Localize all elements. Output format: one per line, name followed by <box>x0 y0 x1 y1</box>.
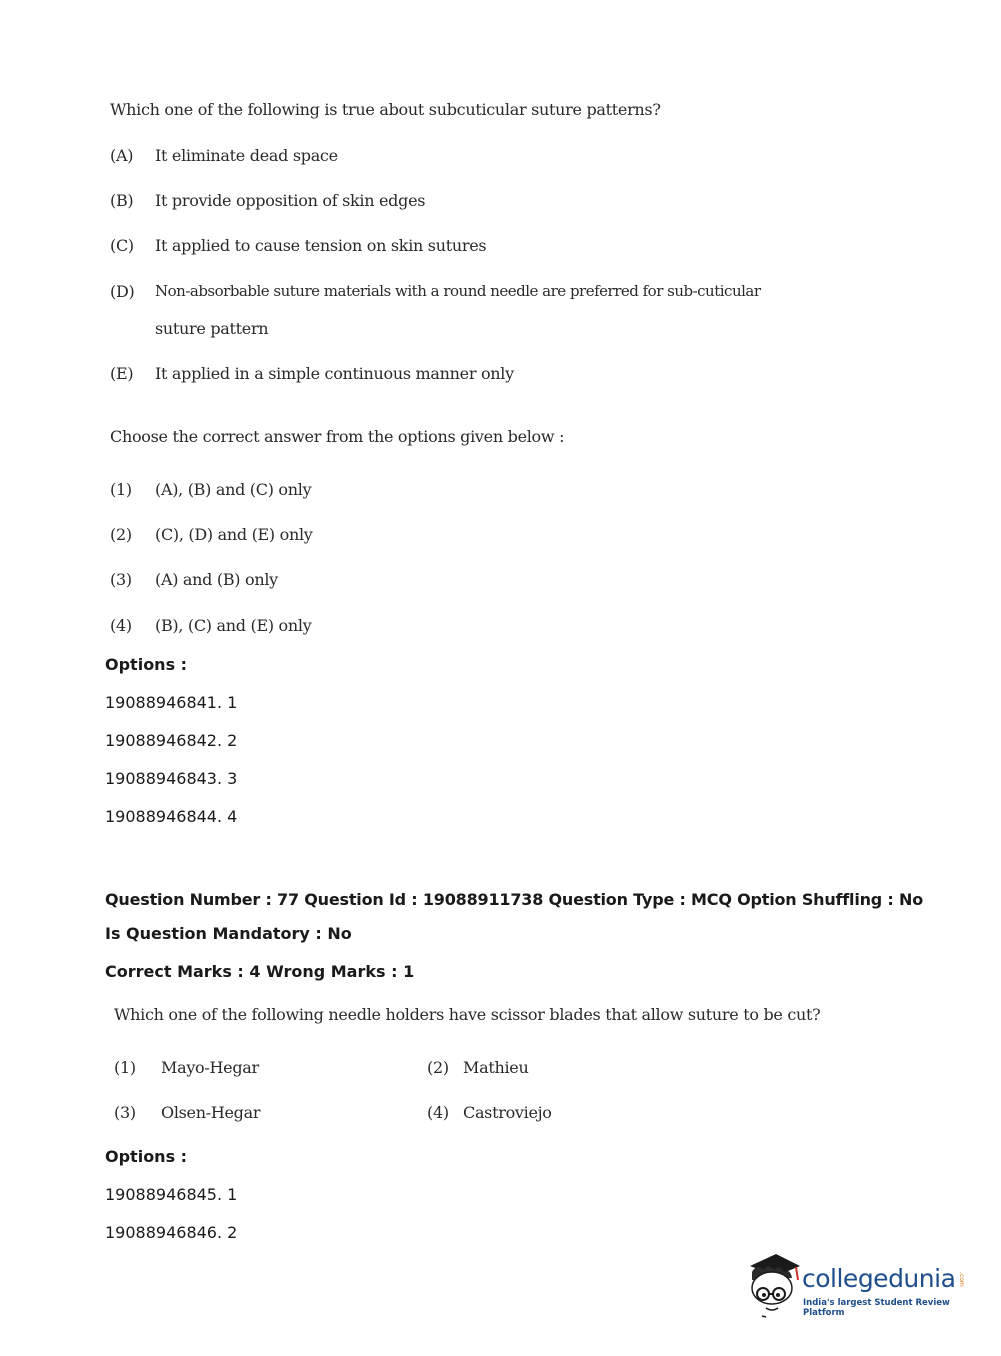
option-id: 19088946845. 1 <box>105 1185 238 1204</box>
answer-text: Olsen-Hegar <box>161 1103 261 1122</box>
collegedunia-logo <box>742 1250 972 1320</box>
options-heading: Options : <box>105 1147 188 1166</box>
answer-text: (C), (D) and (E) only <box>155 525 313 544</box>
answer-label: (1) <box>114 1058 136 1077</box>
answer-label: (3) <box>110 570 132 589</box>
answer-text: Mathieu <box>463 1058 529 1077</box>
question-marks: Correct Marks : 4 Wrong Marks : 1 <box>105 962 415 981</box>
mascot-icon <box>742 1250 804 1320</box>
options-heading: Options : <box>105 655 188 674</box>
answer-label: (2) <box>427 1058 449 1077</box>
statement-text: It applied to cause tension on skin sutures <box>155 236 487 255</box>
answer-label: (4) <box>110 616 132 635</box>
option-id: 19088946844. 4 <box>105 807 238 826</box>
option-id: 19088946843. 3 <box>105 769 238 788</box>
logo-wordmark: collegedunia <box>802 1264 956 1293</box>
answer-text: Mayo-Hegar <box>161 1058 259 1077</box>
logo-tagline: India's largest Student Review Platform <box>803 1298 950 1318</box>
question-meta: Question Number : 77 Question Id : 19088911738 Question Type : MCQ Option Shuffling : No <box>105 890 923 909</box>
statement-label: (A) <box>110 146 134 165</box>
answer-text: (A) and (B) only <box>155 570 278 589</box>
statement-label: (B) <box>110 191 134 210</box>
statement-text: It eliminate dead space <box>155 146 338 165</box>
statement-label: (C) <box>110 236 134 255</box>
question-mandatory: Is Question Mandatory : No <box>105 924 352 943</box>
question-stem: Which one of the following needle holders have scissor blades that allow suture to be cut? <box>114 1005 821 1024</box>
option-id: 19088946841. 1 <box>105 693 238 712</box>
statement-text-continued: suture pattern <box>155 319 269 338</box>
logo-suffix: .com <box>958 1272 965 1287</box>
option-id: 19088946846. 2 <box>105 1223 238 1242</box>
answer-text: Castroviejo <box>463 1103 552 1122</box>
choose-prompt: Choose the correct answer from the options given below : <box>110 427 565 446</box>
answer-label: (4) <box>427 1103 449 1122</box>
answer-label: (2) <box>110 525 132 544</box>
statement-label: (D) <box>110 282 135 301</box>
answer-label: (1) <box>110 480 132 499</box>
statement-text: Non-absorbable suture materials with a round needle are preferred for sub-cuticular <box>155 282 761 300</box>
option-id: 19088946842. 2 <box>105 731 238 750</box>
statement-text: It applied in a simple continuous manner only <box>155 364 514 383</box>
statement-text: It provide opposition of skin edges <box>155 191 426 210</box>
statement-label: (E) <box>110 364 134 383</box>
answer-label: (3) <box>114 1103 136 1122</box>
answer-text: (B), (C) and (E) only <box>155 616 312 635</box>
question-stem: Which one of the following is true about subcuticular suture patterns? <box>110 100 661 119</box>
answer-text: (A), (B) and (C) only <box>155 480 312 499</box>
